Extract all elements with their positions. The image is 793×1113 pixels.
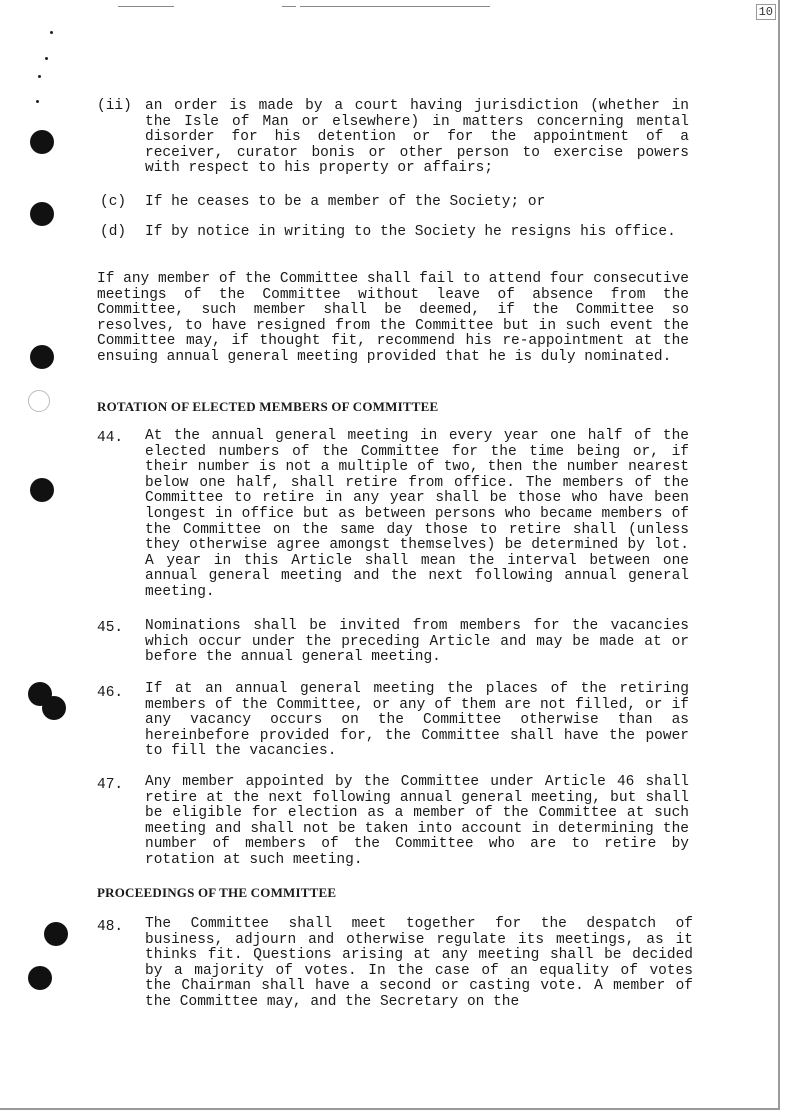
item-label: (d)	[100, 224, 127, 240]
punch-hole-icon	[30, 202, 54, 226]
scan-artifact-line	[282, 6, 296, 7]
punch-hole-icon	[44, 922, 68, 946]
article-text: Any member appointed by the Committee under Article 46 shall retire at the next following annual general meeting, but shall be eligible for election as a member of the Committee at such meeting and shall not be taken into account in determining the number of members of the Committee who are to retire by rotation at such meeting.	[145, 774, 689, 868]
article-text: The Committee shall meet together for the despatch of business, adjourn and otherwise regulate its meetings, as it thinks fit. Questions arising at any meeting shall be decided by a majority of votes. In the case of an equality of votes the Chairman shall have a second or casting vote. A member of the Committee may, and the Secretary on the	[145, 916, 693, 1010]
section-heading: ROTATION OF ELECTED MEMBERS OF COMMITTEE	[97, 399, 439, 414]
item-text: an order is made by a court having jurisdiction (whether in the Isle of Man or elsewhere) in matters concerning mental disorder for his detention or for the appointment of a receiver, curator bonis or other person to exercise powers with respect to his property or affairs;	[145, 98, 689, 177]
punch-hole-ghost-icon	[28, 390, 50, 412]
section-heading: PROCEEDINGS OF THE COMMITTEE	[97, 885, 337, 900]
item-text: If by notice in writing to the Society he resigns his office.	[145, 224, 676, 240]
item-label: (c)	[100, 194, 127, 210]
item-text: If he ceases to be a member of the Society; or	[145, 194, 546, 210]
article-text: Nominations shall be invited from members for the vacancies which occur under the preceding Article and may be made at or before the annual general meeting.	[145, 618, 689, 666]
scan-speck	[38, 75, 41, 78]
article-text: If at an annual general meeting the places of the retiring members of the Committee, or any of them are not filled, or if any vacancy occurs on the Committee otherwise than as hereinbefore provided for, the Committee shall have the power to fill the vacancies.	[145, 681, 689, 760]
article-number: 48.	[97, 919, 124, 935]
punch-hole-icon	[30, 130, 54, 154]
page-number: 10	[756, 4, 776, 20]
scan-artifact-line	[300, 6, 490, 7]
article-number: 45.	[97, 620, 124, 636]
punch-hole-icon	[30, 478, 54, 502]
punch-hole-icon	[42, 696, 66, 720]
scan-artifact-line	[118, 6, 174, 7]
scan-speck	[45, 57, 48, 60]
article-number: 46.	[97, 685, 124, 701]
article-number: 44.	[97, 430, 124, 446]
article-number: 47.	[97, 777, 124, 793]
scan-speck	[50, 31, 53, 34]
body-paragraph: If any member of the Committee shall fail to attend four consecutive meetings of the Committee without leave of absence from the Committee, such member shall be deemed, if the Committee so resolves, to have resigned from the Committee but in such event the Committee may, if thought fit, recommend his re-appointment at the ensuing annual general meeting provided that he is duly nominated.	[97, 271, 689, 365]
article-text: At the annual general meeting in every year one half of the elected numbers of the Committee for the time being or, if their number is not a multiple of two, then the number nearest below one half, shall retire from office. The members of the Committee to retire in any year shall be those who have been longest in office but as between persons who became members of the Committee on the same day those to retire shall (unless they otherwise agree amongst themselves) be determined by lot. A year in this Article shall mean the interval between one annual general meeting and the next following annual general meeting.	[145, 428, 689, 600]
punch-hole-icon	[30, 345, 54, 369]
item-label: (ii)	[97, 98, 132, 114]
punch-hole-icon	[28, 966, 52, 990]
scan-speck	[36, 100, 39, 103]
